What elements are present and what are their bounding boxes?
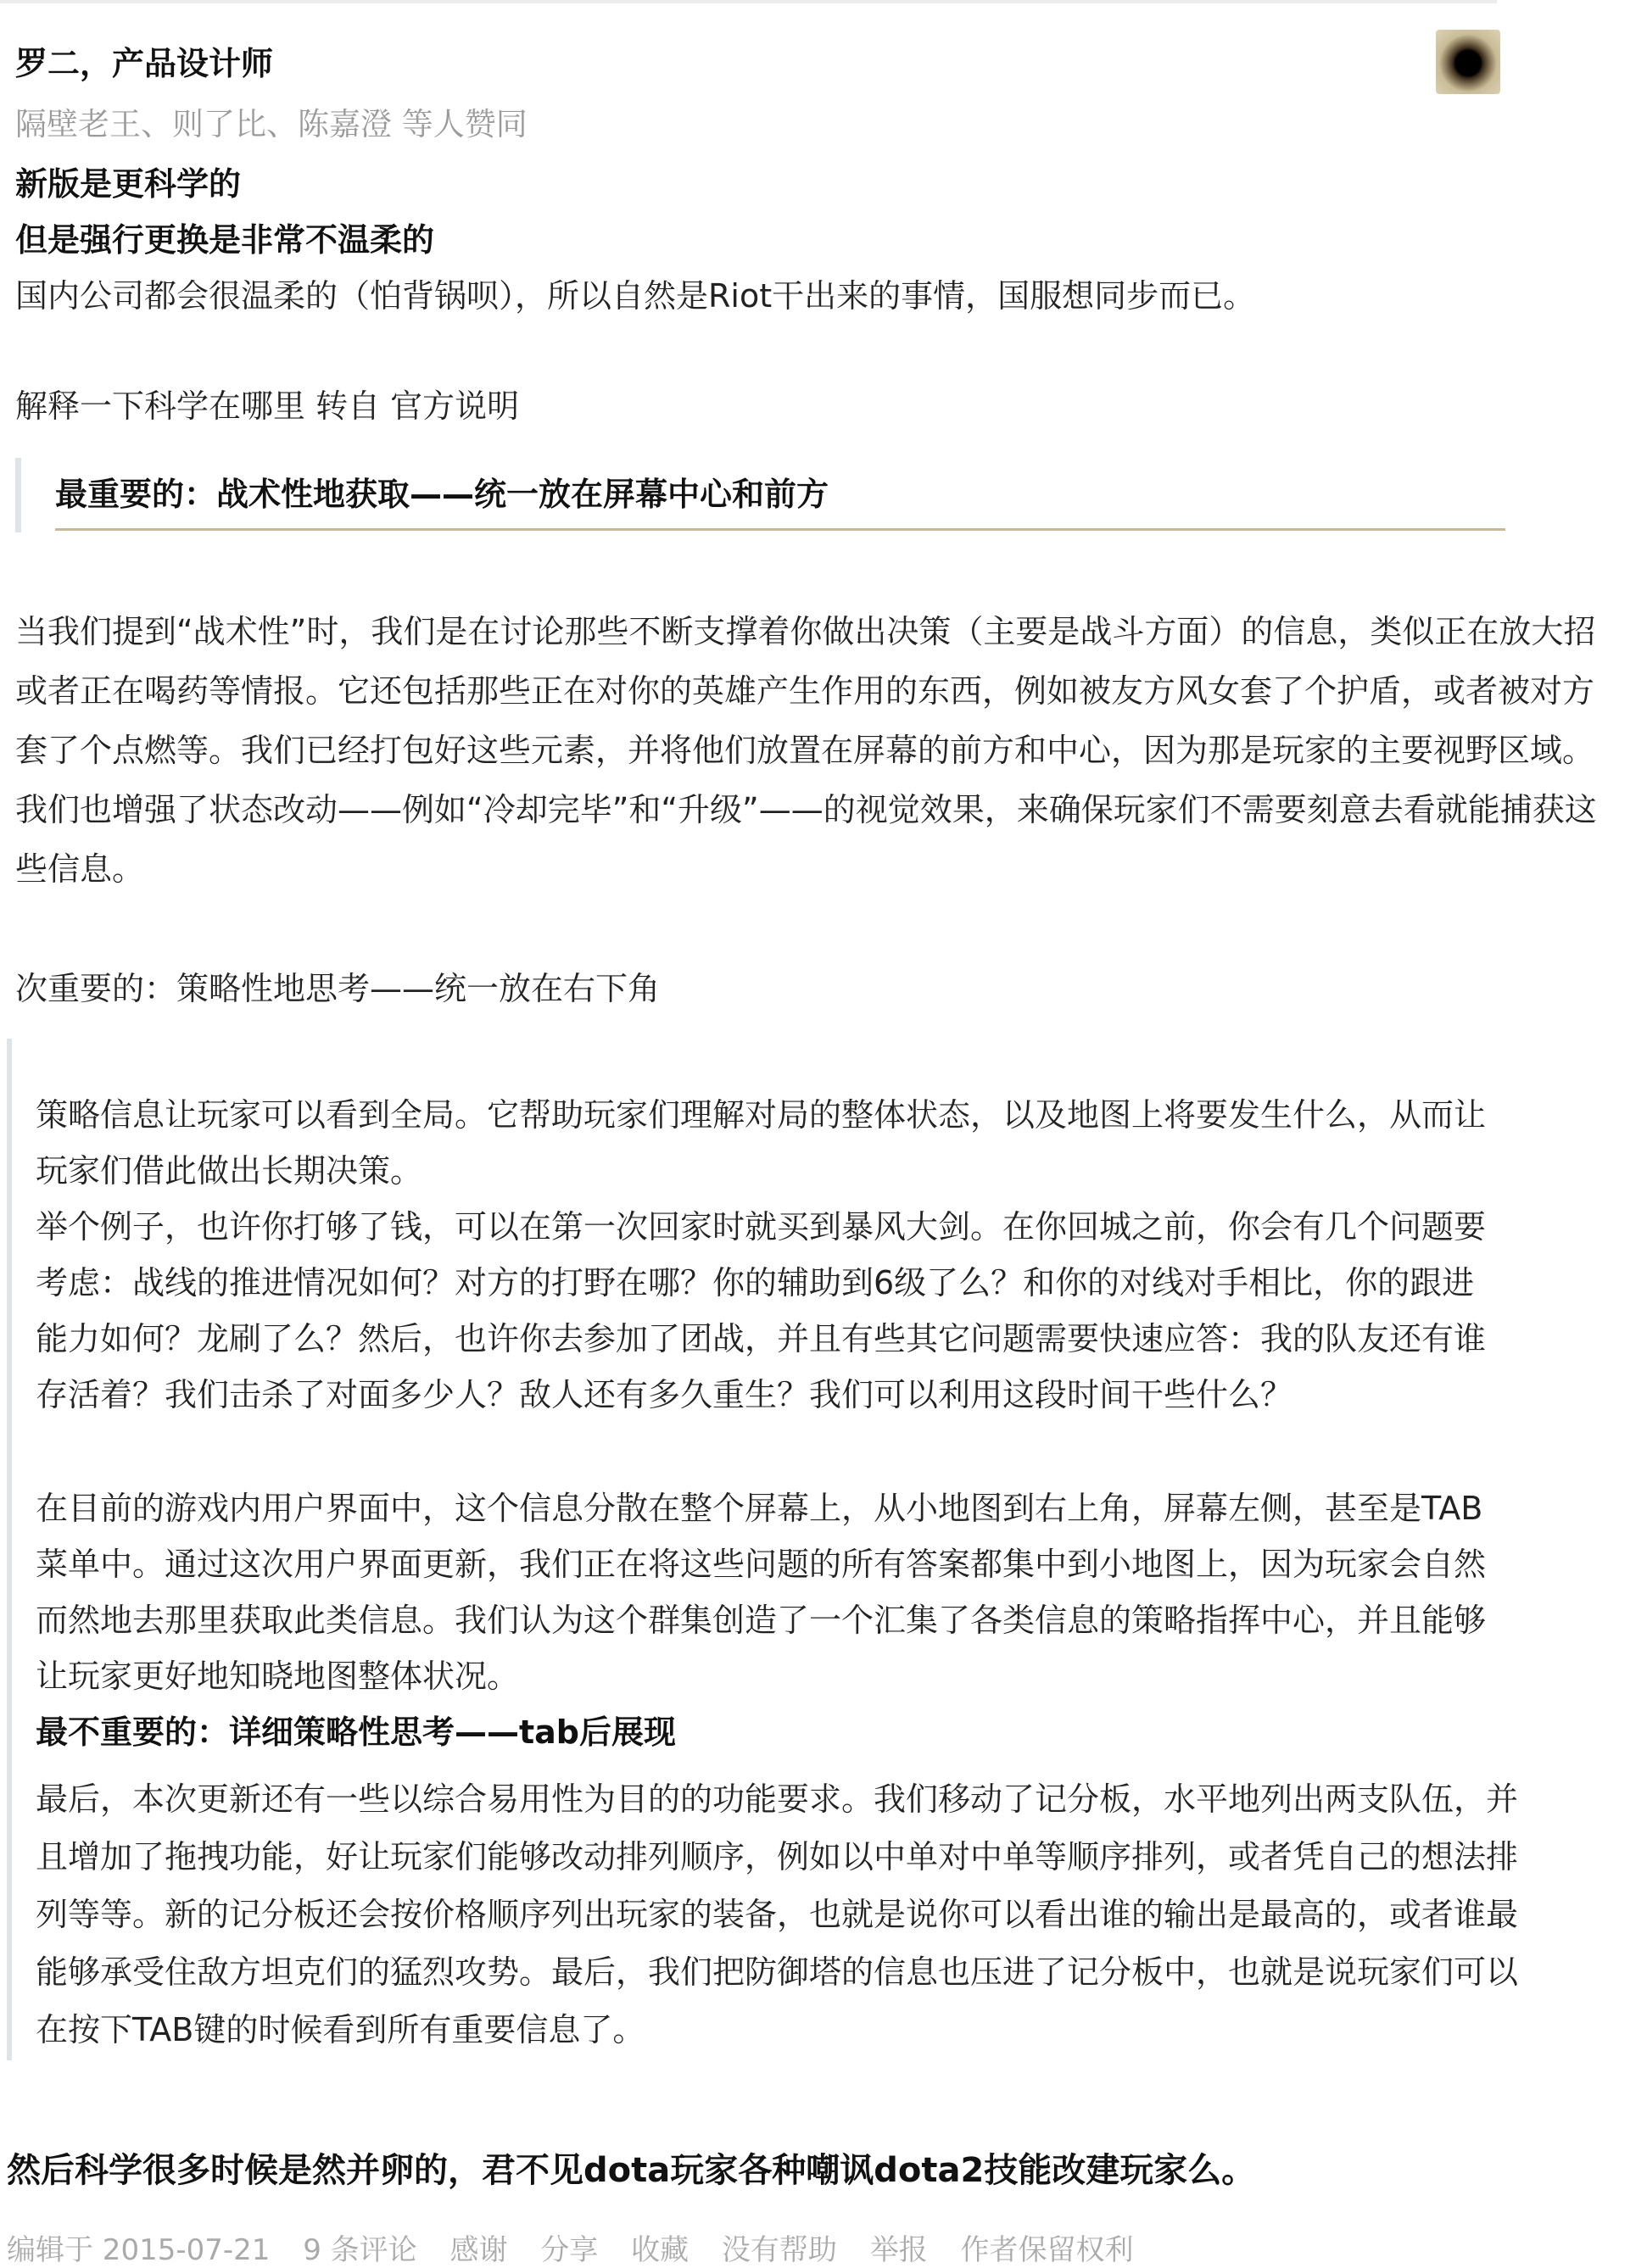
section1-body: 当我们提到“战术性”时，我们是在讨论那些不断支撑着你做出决策（主要是战斗方面）的信息，类似正在放大招或者正在喝药等情报。它还包括那些正在对你的英雄产生作用的东西，例如被友方风女套了个护盾，或者被对方套了个点燃等。我们已经打包好这些元素，并将他们放置在屏幕的前方和中心，因为那是玩家的主要视野区域。我们也增强了状态改动——例如“冷却完毕”和“升级”——的视觉效果，来确保玩家们不需要刻意去看就能捕获这些信息。 xyxy=(15,613,1597,888)
favorite-link[interactable]: 收藏 xyxy=(631,2233,690,2267)
copyright-text: 作者保留权利 xyxy=(960,2233,1134,2267)
quote-section-1 xyxy=(15,458,1507,532)
section2-paragraph-2: 举个例子，也许你打够了钱，可以在第一次回家时就买到暴风大剑。在你回城之前，你会有几个问题要考虑：战线的推进情况如何？对方的打野在哪？你的辅助到6级了么？和你的对线对手相比，你的跟进能力如何？龙刷了么？然后，也许你去参加了团战，并且有些其它问题需要快速应答：我的队友还有谁存活着？我们击杀了对面多少人？敌人还有多久重生？我们可以利用这段时间干些什么？ xyxy=(36,1208,1487,1413)
heading-divider xyxy=(55,528,1505,531)
author-name[interactable]: 罗二，产品设计师 xyxy=(15,45,274,82)
edit-date[interactable]: 编辑于 2015-07-21 xyxy=(7,2233,271,2267)
answer-footer xyxy=(7,2226,1158,2268)
avatar[interactable] xyxy=(1436,30,1500,94)
conclusion-text: 然后科学很多时候是然并卵的，君不见dota玩家各种嘲讽dota2技能改建玩家么。 xyxy=(7,2151,1256,2190)
section3-paragraph: 最后，本次更新还有一些以综合易用性为目的的功能要求。我们移动了记分板，水平地列出两支队伍，并且增加了拖拽功能，好让玩家们能够改动排列顺序，例如以中单对中单等顺序排列，或者凭自己的想法排列等等。新的记分板还会按价格顺序列出玩家的装备，也就是说你可以看出谁的输出是最高的，或者谁最能够承受住敌方坦克们的猛烈攻势。最后，我们把防御塔的信息也压进了记分板中，也就是说玩家们可以在按下TAB键的时候看到所有重要信息了。 xyxy=(36,1780,1519,2048)
voters-list[interactable]: 隔壁老王、则了比、陈嘉澄 等人赞同 xyxy=(15,106,528,142)
section2-paragraph-1: 策略信息让玩家可以看到全局。它帮助玩家们理解对局的整体状态，以及地图上将要发生什么，从而让玩家们借此做出长期决策。 xyxy=(36,1096,1487,1190)
explain-text: 解释一下科学在哪里 转自 官方说明 xyxy=(15,387,520,425)
intro-bold-1: 新版是更科学的 xyxy=(15,165,242,203)
section1-heading: 最重要的：战术性地获取——统一放在屏幕中心和前方 xyxy=(55,476,829,513)
intro-text: 国内公司都会很温柔的（怕背锅呗），所以自然是Riot干出来的事情，国服想同步而已。 xyxy=(15,277,1256,315)
intro-bold-2: 但是强行更换是非常不温柔的 xyxy=(15,221,435,259)
comments-link[interactable]: 9 条评论 xyxy=(303,2233,417,2267)
section2-paragraph-3: 在目前的游戏内用户界面中，这个信息分散在整个屏幕上，从小地图到右上角，屏幕左侧，甚至是TAB菜单中。通过这次用户界面更新，我们正在将这些问题的所有答案都集中到小地图上，因为玩家会自然而然地去那里获取此类信息。我们认为这个群集创造了一个汇集了各类信息的策略指挥中心，并且能够让玩家更好地知晓地图整体状况。 xyxy=(36,1490,1487,1695)
section3-heading: 最不重要的：详细策略性思考——tab后展现 xyxy=(36,1714,677,1751)
share-link[interactable]: 分享 xyxy=(540,2233,599,2267)
thanks-link[interactable]: 感谢 xyxy=(449,2233,508,2267)
top-divider xyxy=(0,0,1497,3)
section2-heading: 次重要的：策略性地思考——统一放在右下角 xyxy=(15,970,661,1007)
report-link[interactable]: 举报 xyxy=(869,2233,928,2267)
not-helpful-link[interactable]: 没有帮助 xyxy=(721,2233,837,2267)
